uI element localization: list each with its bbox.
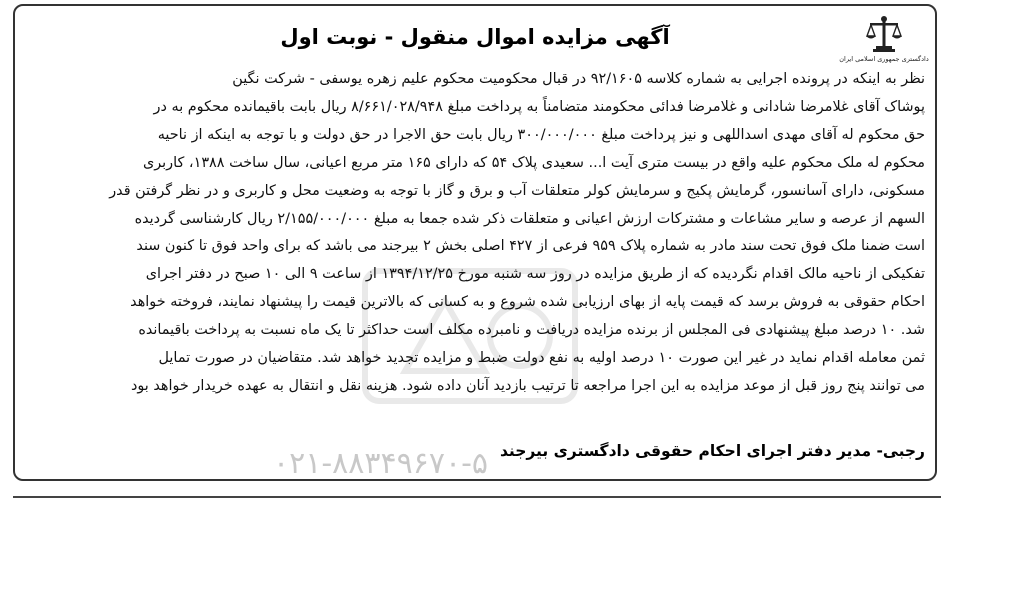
- bottom-divider: [13, 496, 941, 498]
- body-line: تفکیکی از ناحیه مالک اقدام نگردیده که از طریق مزایده در روز سه شنبه مورخ ۱۳۹۴/۱۲/۲۵ از ساعت ۹ الی ۱۰ صبح در دفتر اجرای: [145, 266, 925, 283]
- logo-caption: دادگستری جمهوری اسلامی ایران: [839, 55, 929, 63]
- notice-signature: رجبی- مدیر دفتر اجرای احکام حقوقی دادگستری بیرجند: [499, 442, 925, 460]
- body-line: ثمن معامله اقدام نماید در غیر این صورت ۱۰ درصد اولیه به نفع دولت ضبط و مزایده تجدید خواهد شد. متقاضیان در صورت تمایل: [158, 350, 925, 367]
- body-line: شد. ۱۰ درصد مبلغ پیشنهادی فی المجلس از برنده مزایده دریافت و نامبرده مکلف است حداکثر تا یک ماه نسبت به پرداخت باقیمانده: [138, 322, 925, 339]
- body-line: حق محکوم له آقای مهدی اسداللهی و نیز پرداخت مبلغ ۳۰۰/۰۰۰/۰۰۰ ریال بابت حق الاجرا در حق دولت و با توجه به اینکه از ناحیه: [157, 126, 925, 143]
- body-line: محکوم له ملک محکوم علیه واقع در بیست متری آیت ا... سعیدی پلاک ۵۴ که دارای ۱۶۵ متر مربع اعیانی، سال ساخت ۱۳۸۸، کاربری: [142, 154, 925, 171]
- body-line: احکام حقوقی به فروش برسد که قیمت پایه از بهای ارزیابی شده شروع و به کسانی که بالاترین قیمت را پیشنهاد نمایند، فروخته خواهد: [130, 294, 925, 311]
- body-line: مسکونی، دارای آسانسور، گرمایش پکیج و سرمایش کولر متعلقات آب و برق و گاز با توجه به وضعیت محل و کاربری و در نظر گرفتن قدر: [109, 182, 925, 199]
- body-line: می توانند پنج روز قبل از موعد مزایده به این اجرا مراجعه تا ترتیب بازدید آنان داده شود. هزینه نقل و انتقال به عهده خریدار خواهد بود: [130, 377, 925, 394]
- notice-title: آگهی مزایده اموال منقول - نوبت اول: [280, 25, 670, 49]
- watermark-phone: ۰۲۱-۸۸۳۴۹۶۷۰-۵: [273, 446, 489, 481]
- body-line: نظر به اینکه در پرونده اجرایی به شماره کلاسه ۹۲/۱۶۰۵ در قبال محکومیت محکوم علیم زهره یوسفی - شرکت نگین: [232, 71, 925, 87]
- body-line: پوشاک آقای غلامرضا شادانی و غلامرضا فدائی محکومند متضامناً به پرداخت مبلغ ۸/۶۶۱/۰۲۸/۹۴۸ ریال بابت باقیمانده محکوم به در: [153, 98, 925, 115]
- body-line: السهم از عرصه و سایر مشاعات و مشترکات ارزش اعیانی و متعلقات ذکر شده جمعا به مبلغ ۲/۱۵۵/۰۰۰/۰۰۰ ریال کارشناسی گردیده: [134, 210, 925, 227]
- body-line: است ضمنا ملک فوق تحت سند مادر به شماره پلاک ۹۵۹ فرعی از ۴۲۷ اصلی بخش ۲ بیرجند می باشد که برای واحد فوق تا کنون سند: [136, 238, 925, 255]
- notice-box: [13, 4, 937, 481]
- notice-body: [27, 66, 925, 401]
